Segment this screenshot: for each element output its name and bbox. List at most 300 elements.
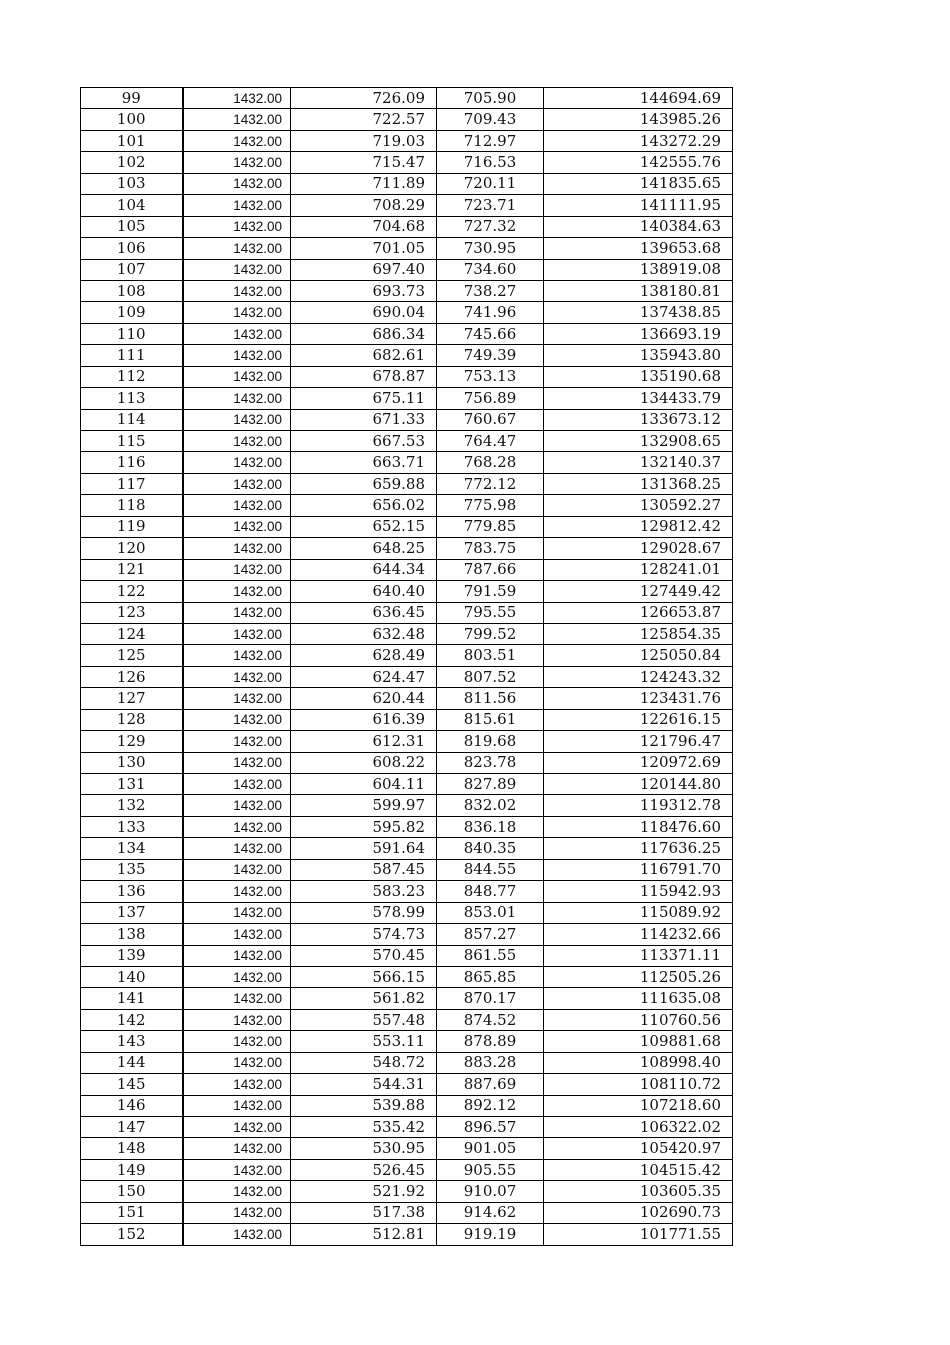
principal-cell: 779.85 — [437, 516, 544, 537]
period-cell: 103 — [81, 173, 183, 194]
table-row — [81, 1224, 733, 1245]
principal-cell: 861.55 — [437, 945, 544, 966]
principal-cell: 848.77 — [437, 881, 544, 902]
period-cell: 110 — [81, 323, 183, 344]
table-row — [81, 195, 733, 216]
period-cell: 132 — [81, 795, 183, 816]
table-row — [81, 795, 733, 816]
table-row — [81, 280, 733, 301]
interest-cell: 544.31 — [291, 1074, 437, 1095]
table-row — [81, 666, 733, 687]
period-cell: 106 — [81, 238, 183, 259]
principal-cell: 827.89 — [437, 774, 544, 795]
principal-cell: 795.55 — [437, 602, 544, 623]
payment-cell: 1432.00 — [183, 1202, 291, 1223]
principal-cell: 887.69 — [437, 1074, 544, 1095]
principal-cell: 815.61 — [437, 709, 544, 730]
period-cell: 125 — [81, 645, 183, 666]
interest-cell: 708.29 — [291, 195, 437, 216]
period-cell: 109 — [81, 302, 183, 323]
payment-cell: 1432.00 — [183, 1074, 291, 1095]
balance-cell: 137438.85 — [544, 302, 733, 323]
period-cell: 143 — [81, 1031, 183, 1052]
balance-cell: 114232.66 — [544, 924, 733, 945]
period-cell: 123 — [81, 602, 183, 623]
interest-cell: 726.09 — [291, 88, 437, 109]
principal-cell: 712.97 — [437, 130, 544, 151]
table-row — [81, 388, 733, 409]
period-cell: 141 — [81, 988, 183, 1009]
interest-cell: 608.22 — [291, 752, 437, 773]
period-cell: 102 — [81, 152, 183, 173]
payment-cell: 1432.00 — [183, 195, 291, 216]
payment-cell: 1432.00 — [183, 1095, 291, 1116]
balance-cell: 108110.72 — [544, 1074, 733, 1095]
balance-cell: 106322.02 — [544, 1117, 733, 1138]
payment-cell: 1432.00 — [183, 1138, 291, 1159]
payment-cell: 1432.00 — [183, 988, 291, 1009]
period-cell: 114 — [81, 409, 183, 430]
payment-cell: 1432.00 — [183, 323, 291, 344]
table-row — [81, 1095, 733, 1116]
balance-cell: 118476.60 — [544, 816, 733, 837]
balance-cell: 141835.65 — [544, 173, 733, 194]
balance-cell: 141111.95 — [544, 195, 733, 216]
table-row — [81, 345, 733, 366]
balance-cell: 142555.76 — [544, 152, 733, 173]
period-cell: 150 — [81, 1181, 183, 1202]
period-cell: 128 — [81, 709, 183, 730]
table-row — [81, 623, 733, 644]
period-cell: 107 — [81, 259, 183, 280]
principal-cell: 892.12 — [437, 1095, 544, 1116]
table-row — [81, 302, 733, 323]
payment-cell: 1432.00 — [183, 945, 291, 966]
interest-cell: 587.45 — [291, 859, 437, 880]
balance-cell: 135190.68 — [544, 366, 733, 387]
period-cell: 136 — [81, 881, 183, 902]
table-row — [81, 902, 733, 923]
payment-cell: 1432.00 — [183, 431, 291, 452]
principal-cell: 832.02 — [437, 795, 544, 816]
table-row — [81, 88, 733, 109]
interest-cell: 566.15 — [291, 966, 437, 987]
table-row — [81, 581, 733, 602]
payment-cell: 1432.00 — [183, 666, 291, 687]
payment-cell: 1432.00 — [183, 1117, 291, 1138]
payment-cell: 1432.00 — [183, 688, 291, 709]
interest-cell: 711.89 — [291, 173, 437, 194]
interest-cell: 512.81 — [291, 1224, 437, 1245]
period-cell: 152 — [81, 1224, 183, 1245]
period-cell: 130 — [81, 752, 183, 773]
payment-cell: 1432.00 — [183, 366, 291, 387]
interest-cell: 578.99 — [291, 902, 437, 923]
principal-cell: 760.67 — [437, 409, 544, 430]
payment-cell: 1432.00 — [183, 516, 291, 537]
payment-cell: 1432.00 — [183, 1052, 291, 1073]
balance-cell: 125854.35 — [544, 623, 733, 644]
principal-cell: 775.98 — [437, 495, 544, 516]
table-row — [81, 709, 733, 730]
period-cell: 104 — [81, 195, 183, 216]
payment-cell: 1432.00 — [183, 816, 291, 837]
payment-cell: 1432.00 — [183, 774, 291, 795]
principal-cell: 807.52 — [437, 666, 544, 687]
interest-cell: 667.53 — [291, 431, 437, 452]
payment-cell: 1432.00 — [183, 709, 291, 730]
principal-cell: 840.35 — [437, 838, 544, 859]
payment-cell: 1432.00 — [183, 731, 291, 752]
principal-cell: 741.96 — [437, 302, 544, 323]
table-body — [81, 88, 733, 1246]
payment-cell: 1432.00 — [183, 902, 291, 923]
principal-cell: 870.17 — [437, 988, 544, 1009]
table-row — [81, 645, 733, 666]
payment-cell: 1432.00 — [183, 88, 291, 109]
interest-cell: 671.33 — [291, 409, 437, 430]
balance-cell: 138919.08 — [544, 259, 733, 280]
table-row — [81, 259, 733, 280]
payment-cell: 1432.00 — [183, 795, 291, 816]
table-row — [81, 731, 733, 752]
payment-cell: 1432.00 — [183, 1009, 291, 1030]
table-row — [81, 966, 733, 987]
interest-cell: 521.92 — [291, 1181, 437, 1202]
balance-cell: 102690.73 — [544, 1202, 733, 1223]
interest-cell: 644.34 — [291, 559, 437, 580]
principal-cell: 836.18 — [437, 816, 544, 837]
interest-cell: 583.23 — [291, 881, 437, 902]
period-cell: 145 — [81, 1074, 183, 1095]
payment-cell: 1432.00 — [183, 623, 291, 644]
period-cell: 127 — [81, 688, 183, 709]
balance-cell: 132140.37 — [544, 452, 733, 473]
balance-cell: 112505.26 — [544, 966, 733, 987]
interest-cell: 697.40 — [291, 259, 437, 280]
interest-cell: 612.31 — [291, 731, 437, 752]
interest-cell: 624.47 — [291, 666, 437, 687]
interest-cell: 640.40 — [291, 581, 437, 602]
payment-cell: 1432.00 — [183, 302, 291, 323]
principal-cell: 705.90 — [437, 88, 544, 109]
balance-cell: 132908.65 — [544, 431, 733, 452]
interest-cell: 636.45 — [291, 602, 437, 623]
period-cell: 118 — [81, 495, 183, 516]
principal-cell: 745.66 — [437, 323, 544, 344]
table-row — [81, 495, 733, 516]
payment-cell: 1432.00 — [183, 559, 291, 580]
balance-cell: 130592.27 — [544, 495, 733, 516]
interest-cell: 620.44 — [291, 688, 437, 709]
balance-cell: 143985.26 — [544, 109, 733, 130]
table-row — [81, 688, 733, 709]
table-row — [81, 752, 733, 773]
period-cell: 147 — [81, 1117, 183, 1138]
balance-cell: 115942.93 — [544, 881, 733, 902]
balance-cell: 144694.69 — [544, 88, 733, 109]
period-cell: 108 — [81, 280, 183, 301]
balance-cell: 133673.12 — [544, 409, 733, 430]
interest-cell: 678.87 — [291, 366, 437, 387]
balance-cell: 104515.42 — [544, 1159, 733, 1180]
payment-cell: 1432.00 — [183, 280, 291, 301]
balance-cell: 129812.42 — [544, 516, 733, 537]
interest-cell: 561.82 — [291, 988, 437, 1009]
payment-cell: 1432.00 — [183, 1181, 291, 1202]
table-row — [81, 538, 733, 559]
period-cell: 99 — [81, 88, 183, 109]
interest-cell: 557.48 — [291, 1009, 437, 1030]
period-cell: 140 — [81, 966, 183, 987]
balance-cell: 109881.68 — [544, 1031, 733, 1052]
balance-cell: 120144.80 — [544, 774, 733, 795]
principal-cell: 730.95 — [437, 238, 544, 259]
interest-cell: 526.45 — [291, 1159, 437, 1180]
table-row — [81, 109, 733, 130]
principal-cell: 857.27 — [437, 924, 544, 945]
payment-cell: 1432.00 — [183, 859, 291, 880]
balance-cell: 115089.92 — [544, 902, 733, 923]
payment-cell: 1432.00 — [183, 538, 291, 559]
table-row — [81, 1009, 733, 1030]
balance-cell: 117636.25 — [544, 838, 733, 859]
interest-cell: 659.88 — [291, 473, 437, 494]
payment-cell: 1432.00 — [183, 1031, 291, 1052]
interest-cell: 682.61 — [291, 345, 437, 366]
principal-cell: 878.89 — [437, 1031, 544, 1052]
interest-cell: 616.39 — [291, 709, 437, 730]
interest-cell: 652.15 — [291, 516, 437, 537]
table-row — [81, 924, 733, 945]
balance-cell: 127449.42 — [544, 581, 733, 602]
interest-cell: 595.82 — [291, 816, 437, 837]
table-row — [81, 516, 733, 537]
principal-cell: 783.75 — [437, 538, 544, 559]
period-cell: 101 — [81, 130, 183, 151]
interest-cell: 675.11 — [291, 388, 437, 409]
payment-schedule-table — [80, 87, 733, 1246]
period-cell: 119 — [81, 516, 183, 537]
payment-cell: 1432.00 — [183, 838, 291, 859]
period-cell: 105 — [81, 216, 183, 237]
principal-cell: 874.52 — [437, 1009, 544, 1030]
period-cell: 138 — [81, 924, 183, 945]
balance-cell: 116791.70 — [544, 859, 733, 880]
balance-cell: 143272.29 — [544, 130, 733, 151]
principal-cell: 896.57 — [437, 1117, 544, 1138]
interest-cell: 686.34 — [291, 323, 437, 344]
table-row — [81, 1159, 733, 1180]
period-cell: 121 — [81, 559, 183, 580]
payment-cell: 1432.00 — [183, 409, 291, 430]
principal-cell: 919.19 — [437, 1224, 544, 1245]
payment-cell: 1432.00 — [183, 645, 291, 666]
period-cell: 126 — [81, 666, 183, 687]
interest-cell: 570.45 — [291, 945, 437, 966]
balance-cell: 128241.01 — [544, 559, 733, 580]
table-row — [81, 216, 733, 237]
table-row — [81, 988, 733, 1009]
period-cell: 144 — [81, 1052, 183, 1073]
payment-cell: 1432.00 — [183, 388, 291, 409]
table-row — [81, 366, 733, 387]
payment-cell: 1432.00 — [183, 966, 291, 987]
table-row — [81, 152, 733, 173]
table-row — [81, 559, 733, 580]
interest-cell: 722.57 — [291, 109, 437, 130]
period-cell: 111 — [81, 345, 183, 366]
table-row — [81, 431, 733, 452]
interest-cell: 693.73 — [291, 280, 437, 301]
balance-cell: 121796.47 — [544, 731, 733, 752]
balance-cell: 136693.19 — [544, 323, 733, 344]
period-cell: 149 — [81, 1159, 183, 1180]
period-cell: 120 — [81, 538, 183, 559]
balance-cell: 119312.78 — [544, 795, 733, 816]
principal-cell: 749.39 — [437, 345, 544, 366]
interest-cell: 539.88 — [291, 1095, 437, 1116]
interest-cell: 604.11 — [291, 774, 437, 795]
period-cell: 113 — [81, 388, 183, 409]
interest-cell: 656.02 — [291, 495, 437, 516]
interest-cell: 599.97 — [291, 795, 437, 816]
principal-cell: 811.56 — [437, 688, 544, 709]
table-row — [81, 1074, 733, 1095]
period-cell: 151 — [81, 1202, 183, 1223]
period-cell: 129 — [81, 731, 183, 752]
table-row — [81, 173, 733, 194]
period-cell: 116 — [81, 452, 183, 473]
payment-cell: 1432.00 — [183, 216, 291, 237]
table-row — [81, 409, 733, 430]
table-row — [81, 323, 733, 344]
principal-cell: 727.32 — [437, 216, 544, 237]
table-row — [81, 859, 733, 880]
principal-cell: 844.55 — [437, 859, 544, 880]
principal-cell: 787.66 — [437, 559, 544, 580]
interest-cell: 530.95 — [291, 1138, 437, 1159]
principal-cell: 753.13 — [437, 366, 544, 387]
balance-cell: 107218.60 — [544, 1095, 733, 1116]
balance-cell: 105420.97 — [544, 1138, 733, 1159]
interest-cell: 548.72 — [291, 1052, 437, 1073]
payment-cell: 1432.00 — [183, 881, 291, 902]
principal-cell: 723.71 — [437, 195, 544, 216]
principal-cell: 819.68 — [437, 731, 544, 752]
payment-cell: 1432.00 — [183, 259, 291, 280]
principal-cell: 709.43 — [437, 109, 544, 130]
principal-cell: 720.11 — [437, 173, 544, 194]
period-cell: 134 — [81, 838, 183, 859]
balance-cell: 124243.32 — [544, 666, 733, 687]
interest-cell: 553.11 — [291, 1031, 437, 1052]
payment-cell: 1432.00 — [183, 473, 291, 494]
period-cell: 137 — [81, 902, 183, 923]
table-row — [81, 945, 733, 966]
table-row — [81, 452, 733, 473]
principal-cell: 734.60 — [437, 259, 544, 280]
payment-cell: 1432.00 — [183, 109, 291, 130]
payment-cell: 1432.00 — [183, 452, 291, 473]
balance-cell: 108998.40 — [544, 1052, 733, 1073]
payment-cell: 1432.00 — [183, 152, 291, 173]
table-row — [81, 1202, 733, 1223]
table-row — [81, 1117, 733, 1138]
payment-cell: 1432.00 — [183, 345, 291, 366]
balance-cell: 110760.56 — [544, 1009, 733, 1030]
period-cell: 135 — [81, 859, 183, 880]
principal-cell: 791.59 — [437, 581, 544, 602]
period-cell: 131 — [81, 774, 183, 795]
balance-cell: 135943.80 — [544, 345, 733, 366]
principal-cell: 799.52 — [437, 623, 544, 644]
payment-cell: 1432.00 — [183, 495, 291, 516]
table-row — [81, 130, 733, 151]
balance-cell: 125050.84 — [544, 645, 733, 666]
principal-cell: 905.55 — [437, 1159, 544, 1180]
principal-cell: 803.51 — [437, 645, 544, 666]
table-row — [81, 473, 733, 494]
balance-cell: 138180.81 — [544, 280, 733, 301]
balance-cell: 129028.67 — [544, 538, 733, 559]
table-row — [81, 816, 733, 837]
interest-cell: 690.04 — [291, 302, 437, 323]
payment-cell: 1432.00 — [183, 173, 291, 194]
balance-cell: 113371.11 — [544, 945, 733, 966]
principal-cell: 853.01 — [437, 902, 544, 923]
balance-cell: 122616.15 — [544, 709, 733, 730]
table-row — [81, 774, 733, 795]
balance-cell: 103605.35 — [544, 1181, 733, 1202]
table-row — [81, 838, 733, 859]
interest-cell: 715.47 — [291, 152, 437, 173]
principal-cell: 910.07 — [437, 1181, 544, 1202]
payment-cell: 1432.00 — [183, 130, 291, 151]
principal-cell: 914.62 — [437, 1202, 544, 1223]
principal-cell: 768.28 — [437, 452, 544, 473]
balance-cell: 140384.63 — [544, 216, 733, 237]
principal-cell: 823.78 — [437, 752, 544, 773]
period-cell: 139 — [81, 945, 183, 966]
principal-cell: 738.27 — [437, 280, 544, 301]
payment-cell: 1432.00 — [183, 1159, 291, 1180]
period-cell: 115 — [81, 431, 183, 452]
period-cell: 124 — [81, 623, 183, 644]
balance-cell: 111635.08 — [544, 988, 733, 1009]
interest-cell: 574.73 — [291, 924, 437, 945]
principal-cell: 865.85 — [437, 966, 544, 987]
period-cell: 133 — [81, 816, 183, 837]
payment-cell: 1432.00 — [183, 581, 291, 602]
balance-cell: 139653.68 — [544, 238, 733, 259]
interest-cell: 704.68 — [291, 216, 437, 237]
period-cell: 148 — [81, 1138, 183, 1159]
interest-cell: 517.38 — [291, 1202, 437, 1223]
interest-cell: 628.49 — [291, 645, 437, 666]
period-cell: 142 — [81, 1009, 183, 1030]
table-row — [81, 881, 733, 902]
balance-cell: 134433.79 — [544, 388, 733, 409]
interest-cell: 663.71 — [291, 452, 437, 473]
principal-cell: 772.12 — [437, 473, 544, 494]
period-cell: 122 — [81, 581, 183, 602]
table-row — [81, 238, 733, 259]
table-row — [81, 1052, 733, 1073]
interest-cell: 591.64 — [291, 838, 437, 859]
interest-cell: 535.42 — [291, 1117, 437, 1138]
payment-cell: 1432.00 — [183, 1224, 291, 1245]
